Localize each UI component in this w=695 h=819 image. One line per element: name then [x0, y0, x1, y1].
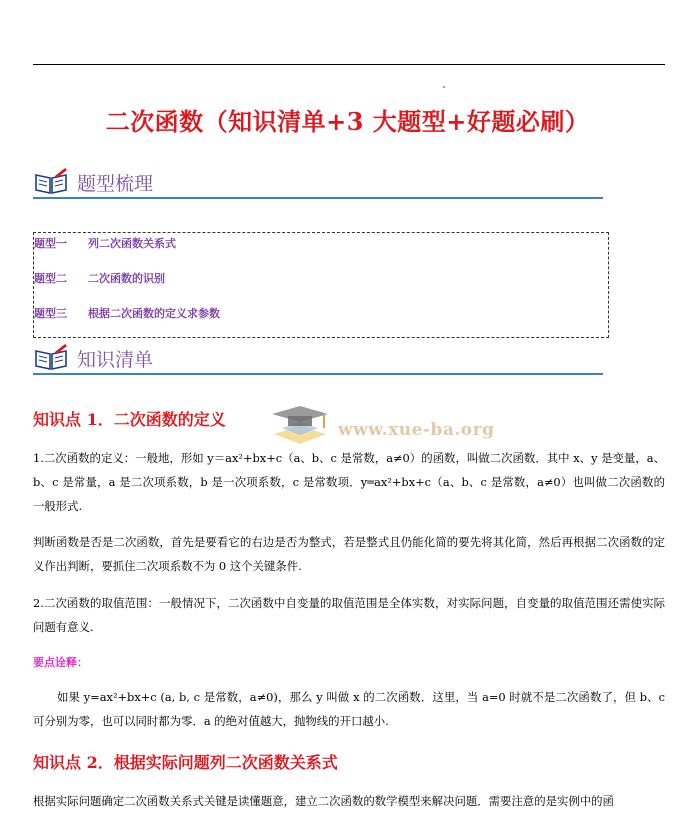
section-types-title: 题型梳理 — [77, 173, 154, 195]
type-item-num: 题型三 — [34, 307, 67, 320]
doc-title: 二次函数（知识清单+3 大题型+好题必刷） — [105, 107, 590, 136]
knowledge-point-1-title: 知识点 1．二次函数的定义 — [33, 410, 226, 429]
type-item-label: 根据二次函数的定义求参数 — [88, 307, 220, 320]
graduation-cap-icon — [268, 404, 332, 450]
section-types-rule — [33, 197, 603, 199]
type-item[interactable] — [34, 270, 165, 286]
kp1-paragraph: 1.二次函数的定义：一般地，形如 y＝ax²+bx+c（a、b、c 是常数，a≠0）的函数，叫做二次函数．其中 x、y 是变量，a、b、c 是常量，a 是二次项系数，b 是一次项系数，c 是常数项．y═ax²+bx+c（a、b、c 是常数，a≠0）也叫做二次函数的一般形式. — [33, 451, 665, 513]
kp2-paragraph: 根据实际问题确定二次函数关系式关键是读懂题意，建立二次函数的数学模型来解决问题．需要注意的是实例中的函 — [33, 794, 614, 808]
knowledge-point-2-title: 知识点 2．根据实际问题列二次函数关系式 — [33, 753, 338, 772]
type-item-label: 列二次函数关系式 — [88, 237, 176, 250]
header-rule — [33, 64, 665, 65]
note-label: 要点诠释： — [33, 656, 88, 669]
type-item-num: 题型一 — [34, 237, 67, 250]
open-book-icon — [33, 343, 69, 371]
watermark-url: www.xue-ba.org — [338, 420, 495, 440]
section-knowledge-title: 知识清单 — [77, 349, 154, 371]
header-dot — [443, 86, 445, 88]
type-item-label: 二次函数的识别 — [88, 272, 165, 285]
kp1-paragraph: 判断函数是否是二次函数，首先是要看它的右边是否为整式，若是整式且仍能化简的要先将其化简，然后再根据二次函数的定义作出判断，要抓住二次项系数不为 0 这个关键条件. — [33, 535, 665, 573]
open-book-icon — [33, 167, 69, 195]
type-item[interactable] — [34, 305, 220, 321]
section-knowledge-rule — [33, 373, 603, 375]
watermark — [268, 404, 500, 452]
kp1-paragraph: 2.二次函数的取值范围：一般情况下，二次函数中自变量的取值范围是全体实数，对实际问题，自变量的取值范围还需使实际问题有意义. — [33, 596, 665, 634]
type-item-num: 题型二 — [34, 272, 67, 285]
types-list-box — [33, 232, 609, 338]
type-item[interactable] — [34, 235, 176, 251]
note-paragraph: 如果 y=ax²+bx+c (a, b, c 是常数，a≠0)，那么 y 叫做 x 的二次函数．这里，当 a=0 时就不是二次函数了，但 b、c 可分别为零，也可以同时都为零．a 的绝对值越大，抛物线的开口越小. — [33, 690, 665, 728]
